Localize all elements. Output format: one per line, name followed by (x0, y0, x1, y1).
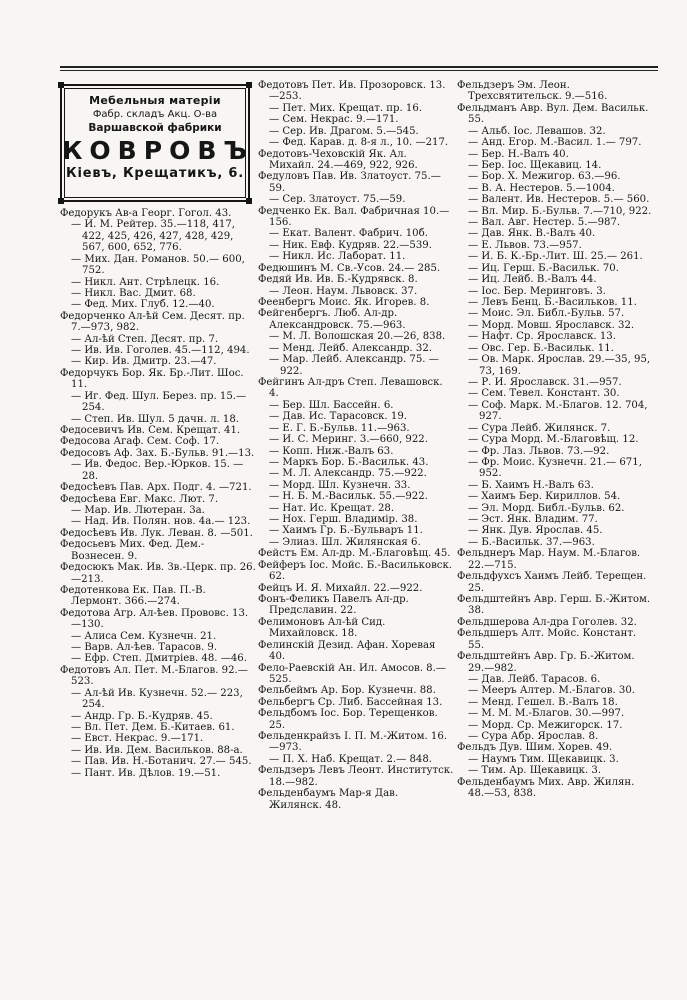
directory-subentry: — Сура Лейб. Жилянск. 7. (468, 422, 611, 434)
directory-subentry: — Ив. Ив. Дем. Васильков. 88-а. (71, 744, 243, 756)
directory-subentry: — Нафт. Ср. Ярославск. 13. (468, 331, 616, 343)
directory-subentry: — Тим. Ар. Щекавицк. 3. (468, 765, 602, 777)
directory-subentry: — Сура Морд. М.-Благовѣщ. 12. (468, 434, 639, 446)
directory-subentry: — Иц. Лейб. В.-Валъ 44. (468, 274, 597, 286)
directory-subentry: — Пав. Ив. Н.-Ботанич. 27.— 545. (71, 756, 252, 768)
directory-entry: Федотова Агр. Ал-ѣев. Прововс. 13.—130. (60, 607, 249, 631)
directory-subentry: — Бер. Іос. Щекавиц. 14. (468, 159, 602, 171)
directory-subentry: — Над. Ив. Полян. нов. 4а.— 123. (71, 516, 251, 528)
directory-subentry: — Ник. Евф. Кудряв. 22.—539. (269, 239, 432, 251)
directory-subentry: — И. С. Меринг. 3.—660, 922. (269, 434, 428, 446)
ornament-corner (246, 82, 252, 88)
directory-subentry: — Евст. Некрас. 9.—171. (71, 733, 204, 745)
directory-subentry: — Эл. Морд. Библ.-Бульв. 62. (468, 502, 625, 514)
directory-entry: Фельдштейнъ Авр. Гр. Б.-Житом. 29.—982. (457, 651, 635, 674)
directory-entry: Фельдзеръ Левъ Леонт. Институтск. 18.—982. (258, 765, 454, 788)
directory-subentry: — Элиаз. Шл. Жилянская 6. (269, 536, 421, 548)
directory-subentry: — Нох. Герш. Владимір. 38. (269, 514, 418, 526)
directory-entry: Фельдманъ Авр. Вул. Дем. Васильк. 55. (457, 102, 649, 126)
directory-entry: Федосевичъ Ив. Сем. Крещат. 41. (60, 425, 241, 437)
directory-entry: Федуловъ Пав. Ив. Златоуст. 75.—59. (258, 171, 441, 194)
column-1 (60, 80, 256, 779)
directory-entry: Фельдшерова Ал-дра Гоголев. 32. (457, 616, 637, 628)
advert-address: Кіевъ, Крещатикъ, 6. (66, 166, 244, 181)
directory-subentry: — Алиса Сем. Кузнечн. 21. (71, 630, 217, 642)
directory-entry: Фейцъ И. Я. Михайл. 22.—922. (258, 582, 423, 594)
directory-entry: Федосьевъ Мих. Фед. Дем.-Вознесен. 9. (60, 539, 205, 562)
directory-entry: Фейстъ Ем. Ал-др. М.-Благовѣщ. 45. (258, 548, 451, 560)
directory-entry: Фонъ-Феликъ Павелъ Ал-др. Предславин. 22. (258, 593, 409, 617)
directory-subentry: — Соф. Марк. М.-Благов. 12. 704, 927. (468, 399, 648, 423)
directory-subentry: — Хаимъ Гр. Б.-Бульваръ 11. (269, 525, 423, 537)
advert-line-3: Варшавской фабрики (88, 122, 222, 134)
directory-entry: Федосѣевъ Ив. Лук. Леван. 8. —501. (60, 527, 253, 539)
column-3 (457, 80, 653, 800)
directory-subentry: — Ив. Федос. Вер.-Юрков. 15. —28. (71, 459, 244, 482)
directory-subentry: — Екат. Валент. Фабрич. 10б. (269, 228, 428, 240)
directory-subentry: — Фед. Карав. д. 8-я л., 10. —217. (269, 137, 449, 149)
directory-subentry: — Иц. Герш. Б.-Васильк. 70. (468, 262, 619, 274)
directory-subentry: — Вл. Мир. Б.-Бульв. 7.—710, 922. (468, 205, 652, 217)
directory-subentry: — М. М. М.-Благов. 30.—997. (468, 708, 625, 720)
directory-subentry: — Мееръ Алтер. М.-Благов. 30. (468, 685, 636, 697)
directory-list-3 (457, 80, 653, 800)
directory-subentry: — Нат. Ис. Крещат. 28. (269, 502, 395, 514)
directory-entry: Фельднеръ Мар. Наум. М.-Благов. 22.—715. (457, 548, 641, 571)
directory-subentry: — Бер. Шл. Бассейн. 6. (269, 399, 394, 411)
directory-subentry: — Мар. Ив. Лютеран. 3а. (71, 504, 205, 516)
directory-subentry: — Сер. Златоуст. 75.—59. (269, 194, 406, 206)
directory-subentry: — Сем. Тевел. Констант. 30. (468, 388, 620, 400)
directory-subentry: — Н. Б. М.-Васильк. 55.—922. (269, 491, 428, 503)
directory-subentry: — Морд. Ср. Межигорск. 17. (468, 719, 623, 731)
directory-entry: Фейферъ Іос. Мойс. Б.-Васильковск. 62. (258, 559, 452, 583)
directory-subentry: — Сер. Ив. Драгом. 5.—545. (269, 125, 419, 137)
directory-subentry: — Мар. Лейб. Александр. 75. —922. (269, 354, 439, 377)
advert-line-2: Фабр. складъ Акц. О-ва (92, 109, 218, 120)
directory-subentry: — Ив. Ив. Гоголев. 45.—112, 494. (71, 345, 250, 357)
top-rule-thin (60, 70, 658, 71)
directory-subentry: — Дав. Ис. Тарасовск. 19. (269, 411, 407, 423)
directory-entry: Фельденбаумъ Мих. Авр. Жилян. 48.—53, 838. (457, 776, 635, 800)
directory-subentry: — Левъ Бенц. Б.-Васильков. 11. (468, 297, 637, 309)
directory-entry: Фейгенбергъ. Люб. Ал-др. Александровск. 75.—963. (258, 308, 406, 331)
advertisement-box (60, 84, 254, 202)
directory-subentry: — И. Б. К.-Бр.-Лит. Ш. 25.— 261. (468, 251, 643, 263)
ornament-corner (246, 198, 252, 204)
directory-subentry: — Леон. Наум. Львовск. 37. (269, 285, 418, 297)
directory-entry: Фелимоновъ Ал-ѣй Сид. Михайловск. 18. (258, 616, 386, 640)
directory-subentry: — Б.-Васильк. 37.—963. (468, 536, 595, 548)
directory-entry: Федосова Агаф. Сем. Соф. 17. (60, 436, 220, 448)
directory-entry: Фело-Раевскій Ан. Ил. Амосов. 8.—525. (258, 662, 446, 685)
directory-entry: Фельдзеръ Эм. Леон. Трехсвятительск. 9.—516. (457, 80, 608, 103)
directory-subentry: — Ал-ѣй Ив. Кузнечн. 52.— 223, 254. (71, 687, 243, 711)
directory-entry: Федосѣева Евг. Макс. Лют. 7. (60, 493, 219, 505)
directory-subentry: — Сем. Некрас. 9.—171. (269, 114, 399, 126)
directory-entry: Федюшинъ М. Св.-Усов. 24.— 285. (258, 262, 441, 274)
directory-subentry: — Бор. Х. Межигор. 63.—96. (468, 171, 621, 183)
directory-subentry: — Е. Львов. 73.—957. (468, 239, 582, 251)
directory-subentry: — Менд. Гешел. В.-Валъ 18. (468, 696, 618, 708)
directory-entry: Федотовъ-Чеховскій Як. Ал. Михайл. 24.—469, 922, 926. (258, 148, 418, 171)
directory-entry: Фельбергъ Ср. Либ. Бассейная 13. (258, 696, 443, 708)
directory-subentry: — Наумъ Тим. Щекавицк. 3. (468, 753, 619, 765)
directory-entry: Федосовъ Аф. Зах. Б.-Бульв. 91.—13. (60, 447, 255, 459)
directory-entry: Федосѣевъ Пав. Арх. Подг. 4. —721. (60, 482, 252, 494)
directory-subentry: — Хаимъ Бер. Кириллов. 54. (468, 491, 621, 503)
directory-subentry: — Сура Абр. Ярослав. 8. (468, 731, 599, 743)
directory-entry: Фельдштейнъ Авр. Герш. Б.-Житом. 38. (457, 593, 651, 617)
ornament-corner (58, 82, 64, 88)
directory-subentry: — Фр. Лаз. Львов. 73.—92. (468, 445, 610, 457)
ornament-corner (58, 198, 64, 204)
directory-subentry: — Вл. Пет. Дем. Б.-Китаев. 61. (71, 721, 235, 733)
directory-subentry: — И. М. Рейтер. 35.—118, 417, 422, 425, 426, 427, 428, 429, 567, 600, 652, 776. (71, 219, 236, 254)
directory-entry: Федорчукъ Бор. Як. Бр.-Лит. Шос. 11. (60, 367, 244, 391)
directory-subentry: — Бер. Н.-Валъ 40. (468, 148, 569, 160)
directory-subentry: — Пет. Мих. Крещат. пр. 16. (269, 102, 423, 114)
directory-subentry: — Фр. Моис. Кузнечн. 21.— 671, 952. (468, 456, 642, 480)
top-rule (60, 66, 658, 68)
directory-subentry: — М. Л. Александр. 75.—922. (269, 468, 427, 480)
directory-entry: Фельдшеръ Алт. Мойс. Констант. 55. (457, 628, 637, 651)
directory-list-2 (258, 80, 454, 811)
directory-entry: Федяй Ив. Ив. Б.-Кудрявск. 8. (258, 274, 418, 286)
directory-entry: Фейгинъ Ал-дръ Степ. Левашовск. 4. (258, 376, 443, 400)
directory-subentry: — Іос. Бер. Меринговъ. 3. (468, 285, 606, 297)
directory-subentry: — Овс. Гер. Б.-Васильк. 11. (468, 342, 614, 354)
directory-subentry: — Эст. Янк. Владим. 77. (468, 514, 598, 526)
directory-entry: Феенбергъ Моис. Як. Игорев. 8. (258, 297, 430, 309)
directory-subentry: — Морд. Мовш. Ярославск. 32. (468, 319, 635, 331)
directory-subentry: — Дав. Лейб. Тарасов. 6. (468, 673, 601, 685)
directory-entry: Федотовъ Пет. Ив. Прозоровск. 13.—253. (258, 80, 446, 103)
advert-line-1: Мебельныя матеріи (89, 94, 221, 107)
directory-subentry: — Альб. Іос. Левашов. 32. (468, 125, 606, 137)
directory-entry: Федченко Ек. Вал. Фабричная 10.—156. (258, 205, 450, 229)
directory-subentry: — Янк. Дув. Ярослав. 45. (468, 525, 603, 537)
column-2 (258, 80, 454, 811)
directory-entry: Фельдъ Дув. Шим. Хорев. 49. (457, 742, 613, 754)
directory-subentry: — Мих. Дан. Романов. 50.— 600, 752. (71, 253, 245, 277)
directory-entry: Фелинскій Дезид. Афан. Хоревая 40. (258, 639, 436, 663)
directory-subentry: — Б. Хаимъ Н.-Валъ 63. (468, 479, 594, 491)
directory-subentry: — Варв. Ал-ѣев. Тарасов. 9. (71, 642, 218, 654)
directory-entry: Фельбеймъ Ар. Бор. Кузнечн. 88. (258, 685, 436, 697)
directory-entry: Федотенкова Ек. Пав. П.-В. Лермонт. 366.—274. (60, 584, 206, 608)
directory-list-1 (60, 208, 256, 779)
directory-subentry: — Ефр. Степ. Дмитріев. 48. —46. (71, 653, 247, 665)
directory-subentry: — Никл. Ант. Стрѣлецк. 16. (71, 276, 220, 288)
directory-subentry: — Фед. Мих. Глуб. 12.—40. (71, 299, 215, 311)
directory-entry: Фельдфухсъ Хаимъ Лейб. Терещен. 25. (457, 571, 647, 594)
directory-subentry: — Ал-ѣй Степ. Десят. пр. 7. (71, 333, 219, 345)
directory-subentry: — Моис. Эл. Библ.-Бульв. 57. (468, 308, 625, 320)
directory-entry: Фельденбаумъ Мар-я Дав. Жилянск. 48. (258, 788, 399, 811)
directory-subentry: — Р. И. Ярославск. 31.—957. (468, 376, 622, 388)
directory-subentry: — М. Л. Волошская 20.—26, 838. (269, 331, 446, 343)
directory-subentry: — Е. Г. Б.-Бульв. 11.—963. (269, 422, 410, 434)
directory-entry: Федорченко Ал-ѣй Сем. Десят. пр. 7.—973, 982. (60, 310, 245, 334)
directory-subentry: — П. Х. Наб. Крещат. 2.— 848. (269, 753, 432, 765)
directory-subentry: — Вал. Авг. Нестер. 5.—987. (468, 217, 621, 229)
directory-subentry: — Пант. Ив. Дѣлов. 19.—51. (71, 767, 221, 779)
directory-subentry: — В. А. Нестеров. 5.—1004. (468, 182, 615, 194)
directory-subentry: — Валент. Ив. Нестеров. 5.— 560. (468, 194, 650, 206)
directory-subentry: — Иг. Фед. Шул. Берез. пр. 15.—254. (71, 390, 247, 414)
directory-subentry: — Маркъ Бор. Б.-Васильк. 43. (269, 456, 429, 468)
directory-subentry: — Степ. Ив. Шул. 5 дачн. л. 18. (71, 413, 239, 425)
advert-headline: КОВРОВЪ (62, 136, 254, 165)
directory-subentry: — Кир. Ив. Дмитр. 23.—47. (71, 356, 217, 368)
directory-entry: Фельденкрайзъ І. П. М.-Житом. 16.—973. (258, 731, 448, 754)
directory-entry: Федосюкъ Мак. Ив. Зв.-Церк. пр. 26.—213. (60, 562, 256, 585)
directory-subentry: — Анд. Егор. М.-Васил. 1.— 797. (468, 137, 642, 149)
directory-subentry: — Андр. Гр. Б.-Кудряв. 45. (71, 710, 213, 722)
directory-subentry: — Морд. Шл. Кузнечн. 33. (269, 479, 411, 491)
directory-subentry: — Дав. Янк. В.-Валъ 40. (468, 228, 596, 240)
directory-subentry: — Копп. Ниж.-Валъ 63. (269, 445, 394, 457)
directory-subentry: — Никл. Вас. Дмит. 68. (71, 287, 196, 299)
directory-entry: Фельдбомъ Іос. Бор. Терещенков. 25. (258, 708, 438, 731)
directory-subentry: — Менд. Лейб. Александр. 32. (269, 342, 432, 354)
directory-entry: Федотовъ Ал. Пет. М.-Благов. 92.—523. (60, 664, 248, 688)
directory-subentry: — Никл. Ис. Лаборат. 11. (269, 251, 406, 263)
directory-entry: Федорукъ Ав-а Георг. Гогол. 43. (60, 208, 232, 219)
directory-subentry: — Ов. Марк. Ярослав. 29.—35, 95, 73, 169. (468, 354, 651, 377)
